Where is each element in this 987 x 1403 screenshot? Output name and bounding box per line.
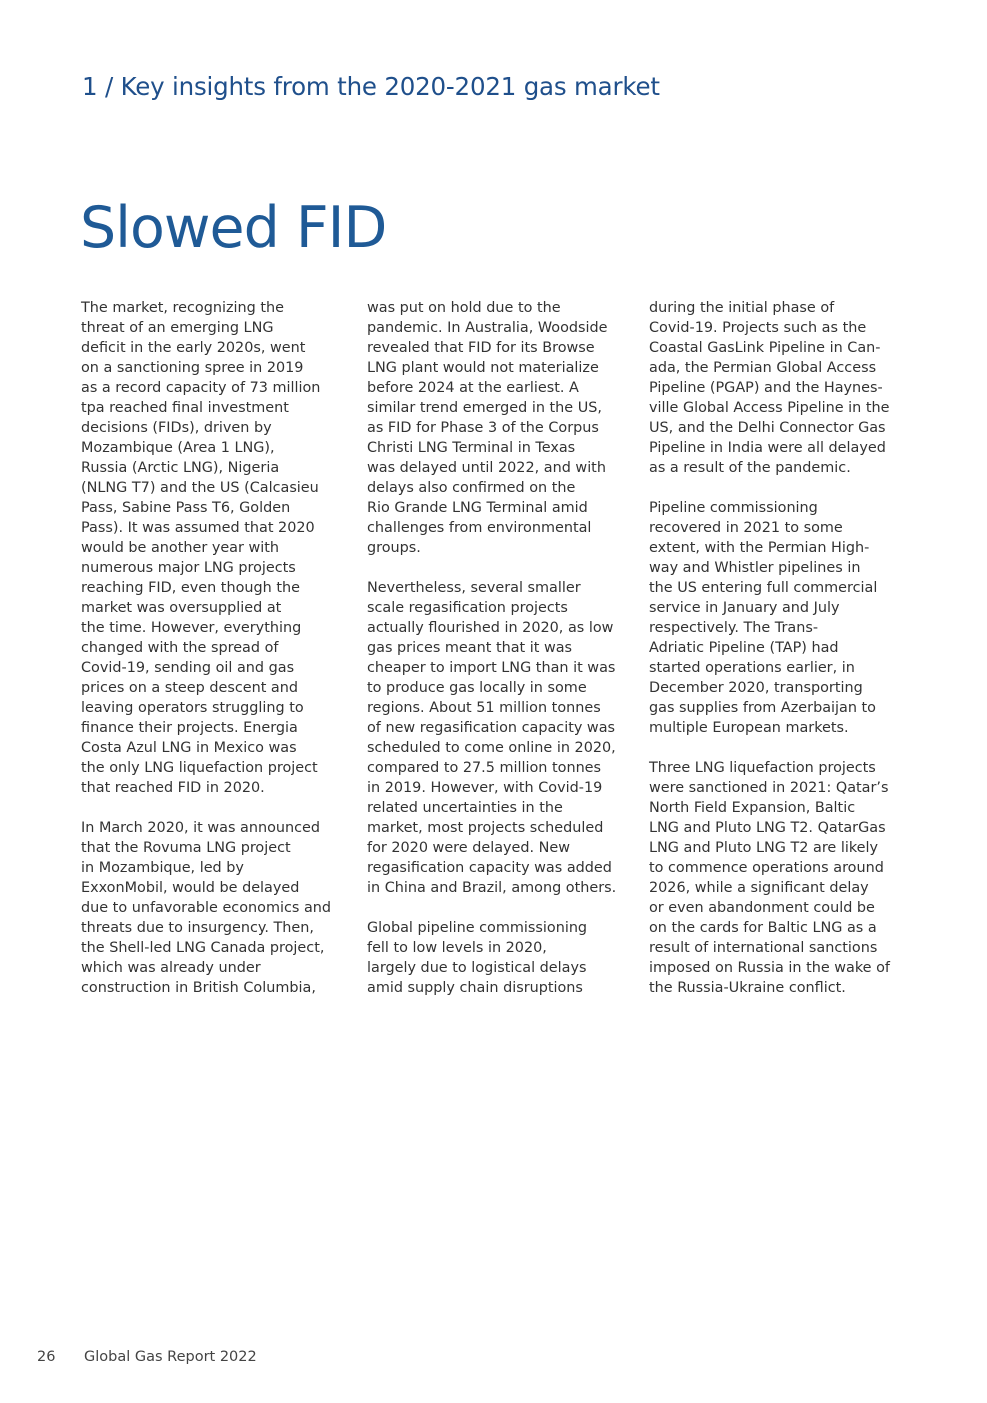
text-line: decisions (FIDs), driven by [81, 420, 272, 436]
text-line: finance their projects. Energia [81, 720, 298, 736]
text-line: Global pipeline commissioning [367, 920, 588, 936]
text-line: deficit in the early 2020s, went [81, 340, 306, 356]
text-line: on a sanctioning spree in 2019 [81, 360, 304, 376]
report-name: Global Gas Report 2022 [84, 1349, 257, 1365]
text-line: ExxonMobil, would be delayed [81, 880, 300, 896]
text-line: Pass). It was assumed that 2020 [81, 520, 315, 536]
text-line: market was oversupplied at [81, 600, 282, 616]
text-line: gas prices meant that it was [367, 640, 573, 656]
text-line: cheaper to import LNG than it was [367, 660, 616, 676]
text-line: to produce gas locally in some [367, 680, 587, 696]
text-line: Adriatic Pipeline (TAP) had [649, 640, 839, 656]
text-line: during the initial phase of [649, 300, 835, 316]
text-line: respectively. The Trans- [649, 620, 819, 636]
paragraph [649, 298, 911, 478]
text-line: December 2020, transporting [649, 680, 863, 696]
text-line: construction in British Columbia, [81, 980, 316, 996]
text-line: delays also confirmed on the [367, 480, 576, 496]
text-line: multiple European markets. [649, 720, 849, 736]
text-line: Pipeline (PGAP) and the Haynes- [649, 380, 883, 396]
text-line: LNG plant would not materialize [367, 360, 599, 376]
text-line: way and Whistler pipelines in [649, 560, 861, 576]
text-line: compared to 27.5 million tonnes [367, 760, 602, 776]
text-line: which was already under [81, 960, 261, 976]
text-line: similar trend emerged in the US, [367, 400, 602, 416]
text-line: prices on a steep descent and [81, 680, 298, 696]
text-line: the Russia-Ukraine conflict. [649, 980, 846, 996]
text-column-1 [81, 298, 343, 998]
text-line: the time. However, everything [81, 620, 302, 636]
text-line: Russia (Arctic LNG), Nigeria [81, 460, 280, 476]
text-line: the US entering full commercial [649, 580, 878, 596]
text-line: that the Rovuma LNG project [81, 840, 291, 856]
text-line: the only LNG liquefaction project [81, 760, 318, 776]
text-line: challenges from environmental [367, 520, 592, 536]
text-line: in 2019. However, with Covid-19 [367, 780, 603, 796]
text-line: actually flourished in 2020, as low [367, 620, 614, 636]
text-line: groups. [367, 540, 421, 556]
paragraph [649, 498, 911, 738]
text-line: LNG and Pluto LNG T2. QatarGas [649, 820, 886, 836]
text-line: leaving operators struggling to [81, 700, 304, 716]
text-line: gas supplies from Azerbaijan to [649, 700, 876, 716]
text-line: market, most projects scheduled [367, 820, 604, 836]
text-line: in Mozambique, led by [81, 860, 244, 876]
text-line: Rio Grande LNG Terminal amid [367, 500, 588, 516]
text-line: Nevertheless, several smaller [367, 580, 581, 596]
text-line: Christi LNG Terminal in Texas [367, 440, 576, 456]
text-line: scheduled to come online in 2020, [367, 740, 616, 756]
text-line: were sanctioned in 2021: Qatar’s [649, 780, 889, 796]
text-line: started operations earlier, in [649, 660, 855, 676]
text-line: Covid-19, sending oil and gas [81, 660, 295, 676]
text-line: ville Global Access Pipeline in the [649, 400, 890, 416]
paragraph [367, 578, 629, 898]
text-line: regions. About 51 million tonnes [367, 700, 601, 716]
text-line: (NLNG T7) and the US (Calcasieu [81, 480, 319, 496]
text-line: Pipeline in India were all delayed [649, 440, 886, 456]
section-header: 1 / Key insights from the 2020-2021 gas market [82, 72, 660, 101]
text-line: or even abandonment could be [649, 900, 875, 916]
text-line: to commence operations around [649, 860, 884, 876]
text-line: Coastal GasLink Pipeline in Can- [649, 340, 881, 356]
page-number: 26 [37, 1349, 56, 1365]
text-line: imposed on Russia in the wake of [649, 960, 890, 976]
text-line: North Field Expansion, Baltic [649, 800, 856, 816]
text-line: in China and Brazil, among others. [367, 880, 617, 896]
text-column-2 [367, 298, 629, 998]
text-line: the Shell-led LNG Canada project, [81, 940, 325, 956]
text-line: scale regasification projects [367, 600, 568, 616]
paragraph [367, 298, 629, 558]
text-line: Three LNG liquefaction projects [649, 760, 876, 776]
paragraph-gap [367, 558, 629, 578]
text-line: extent, with the Permian High- [649, 540, 870, 556]
text-line: regasification capacity was added [367, 860, 612, 876]
text-line: In March 2020, it was announced [81, 820, 321, 836]
text-line: Pass, Sabine Pass T6, Golden [81, 500, 291, 516]
text-line: reaching FID, even though the [81, 580, 300, 596]
text-line: ada, the Permian Global Access [649, 360, 877, 376]
text-line: before 2024 at the earliest. A [367, 380, 579, 396]
text-line: US, and the Delhi Connector Gas [649, 420, 886, 436]
text-line: as a result of the pandemic. [649, 460, 851, 476]
text-line: LNG and Pluto LNG T2 are likely [649, 840, 879, 856]
text-line: fell to low levels in 2020, [367, 940, 547, 956]
text-line: result of international sanctions [649, 940, 878, 956]
text-line: of new regasification capacity was [367, 720, 616, 736]
paragraph [81, 298, 343, 798]
text-line: Pipeline commissioning [649, 500, 818, 516]
text-line: Covid-19. Projects such as the [649, 320, 867, 336]
text-line: largely due to logistical delays [367, 960, 587, 976]
text-line: service in January and July [649, 600, 840, 616]
text-line: was delayed until 2022, and with [367, 460, 606, 476]
text-line: numerous major LNG projects [81, 560, 296, 576]
paragraph-gap [649, 478, 911, 498]
text-line: as a record capacity of 73 million [81, 380, 321, 396]
text-line: due to unfavorable economics and [81, 900, 332, 916]
page-title: Slowed FID [80, 195, 387, 261]
text-line: would be another year with [81, 540, 280, 556]
text-line: on the cards for Baltic LNG as a [649, 920, 877, 936]
text-line: that reached FID in 2020. [81, 780, 265, 796]
paragraph [367, 918, 629, 998]
paragraph-gap [649, 738, 911, 758]
text-line: Mozambique (Area 1 LNG), [81, 440, 275, 456]
text-line: recovered in 2021 to some [649, 520, 843, 536]
paragraph [81, 818, 343, 998]
text-line: threats due to insurgency. Then, [81, 920, 314, 936]
paragraph [649, 758, 911, 998]
text-line: 2026, while a significant delay [649, 880, 869, 896]
text-line: Costa Azul LNG in Mexico was [81, 740, 297, 756]
text-line: threat of an emerging LNG [81, 320, 274, 336]
text-line: related uncertainties in the [367, 800, 563, 816]
text-line: The market, recognizing the [81, 300, 284, 316]
text-line: amid supply chain disruptions [367, 980, 583, 996]
text-line: tpa reached final investment [81, 400, 289, 416]
paragraph-gap [367, 898, 629, 918]
text-line: for 2020 were delayed. New [367, 840, 571, 856]
text-column-3 [649, 298, 911, 998]
paragraph-gap [81, 798, 343, 818]
text-line: changed with the spread of [81, 640, 279, 656]
text-line: pandemic. In Australia, Woodside [367, 320, 608, 336]
text-line: revealed that FID for its Browse [367, 340, 595, 356]
text-line: as FID for Phase 3 of the Corpus [367, 420, 599, 436]
text-line: was put on hold due to the [367, 300, 561, 316]
